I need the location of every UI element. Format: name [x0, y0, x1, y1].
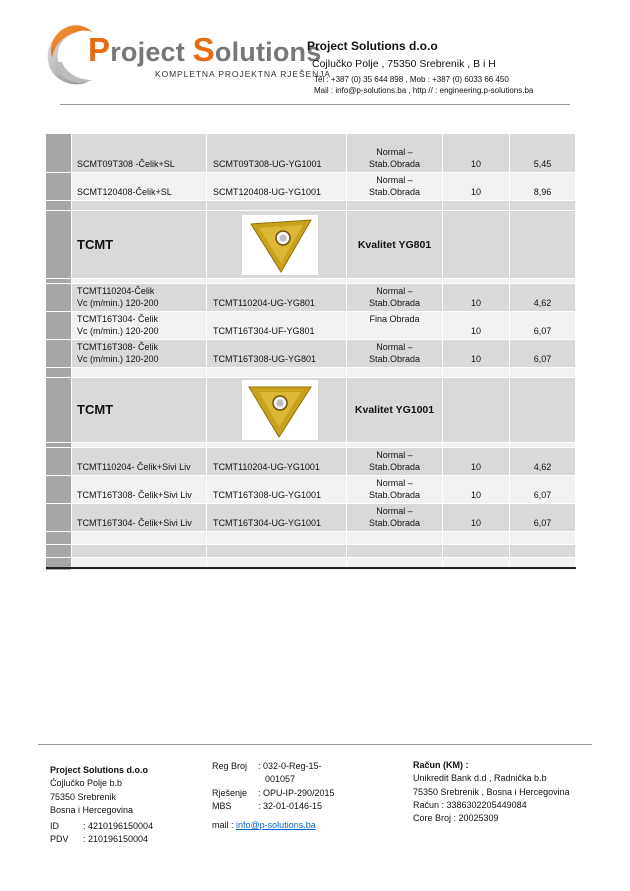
footer-company-block	[50, 764, 148, 817]
product-code-cell: TCMT110204-UG-YG801	[207, 284, 347, 311]
footer-street: Ćojlučko Polje b.b	[50, 778, 123, 789]
insert-image-cell	[207, 211, 347, 278]
row-index-cell	[46, 134, 72, 172]
mbs-label: MBS	[212, 800, 232, 811]
processing-type-cell: Normal – Stab.Obrada	[347, 134, 443, 172]
mbs-value: : 32-01-0146-15	[258, 800, 323, 811]
product-name-cell: TCMT16T304- Čelik+Sivi Liv	[72, 504, 207, 531]
section-header-row	[46, 378, 576, 443]
processing-type-cell: Fina Obrada	[347, 312, 443, 339]
insert-image	[242, 215, 318, 275]
product-name-cell: TCMT110204- Čelik+Sivi Liv	[72, 448, 207, 475]
processing-type-cell: Normal – Stab.Obrada	[347, 284, 443, 311]
price-cell: 4,62	[510, 448, 576, 475]
company-name: Project Solutions d.o.o	[307, 39, 438, 53]
product-name-cell: SCMT09T308 -Čelik+SL	[72, 134, 207, 172]
company-address: Ćojlučko Polje , 75350 Srebrenik , B i H	[312, 58, 496, 70]
product-code-cell: TCMT16T308-UG-YG801	[207, 340, 347, 367]
footer-id-block	[50, 820, 153, 847]
mail-label: mail :	[212, 820, 234, 830]
product-code-cell: SCMT120408-UG-YG1001	[207, 173, 347, 200]
table-row	[46, 368, 576, 378]
table-row	[46, 134, 576, 173]
quantity-cell: 10	[443, 173, 510, 200]
price-cell: 6,07	[510, 476, 576, 503]
footer-country: Bosna i Hercegovina	[50, 804, 134, 815]
section-header-row	[46, 211, 576, 279]
footer-registration-block	[212, 760, 335, 813]
mail-link[interactable]: info@p-solutions.ba	[236, 820, 316, 830]
quantity-cell: 10	[443, 504, 510, 531]
section-title: TCMT	[72, 211, 207, 278]
price-cell: 6,07	[510, 312, 576, 339]
price-cell: 5,45	[510, 134, 576, 172]
bank-core-number: Core Broj : 20025309	[413, 813, 499, 824]
price-table	[46, 134, 576, 571]
section-quality: Kvalitet YG801	[347, 211, 443, 278]
product-name-cell: TCMT16T308- Čelik Vc (m/min.) 120-200	[72, 340, 207, 367]
bank-account: Račun : 3386302205449084	[413, 799, 527, 810]
product-code-cell: TCMT16T304-UG-YG1001	[207, 504, 347, 531]
table-row	[46, 312, 576, 340]
id-value: : 4210196150004	[83, 821, 154, 831]
footer-divider	[38, 744, 592, 745]
pdv-value: : 210196150004	[83, 834, 149, 845]
quantity-cell: 10	[443, 448, 510, 475]
brand-wordmark: Project Solutions	[88, 31, 322, 68]
processing-type-cell: Normal – Stab.Obrada	[347, 504, 443, 531]
processing-type-cell: Normal – Stab.Obrada	[347, 340, 443, 367]
section-quality: Kvalitet YG1001	[347, 378, 443, 442]
reg-value: : 032-0-Reg-15-	[258, 761, 322, 771]
triangular-insert-icon	[245, 381, 315, 439]
price-cell: 6,07	[510, 504, 576, 531]
insert-image-cell	[207, 378, 347, 442]
brand-tagline: KOMPLETNA PROJEKTNA RJEŠENJA	[155, 69, 331, 79]
table-row	[46, 201, 576, 211]
table-row	[46, 340, 576, 368]
footer-city: 75350 Srebrenik	[50, 791, 117, 802]
table-row	[46, 173, 576, 201]
pdv-label: PDV	[50, 834, 69, 845]
table-row	[46, 448, 576, 476]
company-phone: Tel : +387 (0) 35 644 898 , Mob : +387 (0) 6033 66 450	[314, 75, 509, 84]
product-code-cell: TCMT16T304-UF-YG801	[207, 312, 347, 339]
product-name-cell: SCMT120408-Čelik+SL	[72, 173, 207, 200]
processing-type-cell: Normal – Stab.Obrada	[347, 476, 443, 503]
id-label: ID	[50, 821, 59, 831]
insert-image	[242, 380, 318, 440]
footer-bank-block	[413, 759, 570, 825]
quantity-cell: 10	[443, 284, 510, 311]
footer-company-name: Project Solutions d.o.o	[50, 765, 149, 775]
bank-address: 75350 Srebrenik , Bosna i Hercegovina	[413, 786, 570, 797]
processing-type-cell: Normal – Stab.Obrada	[347, 173, 443, 200]
price-cell: 8,96	[510, 173, 576, 200]
quantity-cell: 10	[443, 134, 510, 172]
product-name-cell: TCMT16T308- Čelik+Sivi Liv	[72, 476, 207, 503]
quantity-cell: 10	[443, 340, 510, 367]
reg-value-cont: 001057	[265, 774, 296, 785]
table-row	[46, 532, 576, 545]
product-code-cell: TCMT110204-UG-YG1001	[207, 448, 347, 475]
table-row	[46, 545, 576, 558]
price-cell: 4,62	[510, 284, 576, 311]
table-bottom-rule	[46, 567, 576, 569]
product-code-cell: SCMT09T308-UG-YG1001	[207, 134, 347, 172]
product-name-cell: TCMT16T304- Čelik Vc (m/min.) 120-200	[72, 312, 207, 339]
processing-type-cell: Normal – Stab.Obrada	[347, 448, 443, 475]
quantity-cell: 10	[443, 312, 510, 339]
quantity-cell: 10	[443, 476, 510, 503]
header-divider	[60, 104, 570, 105]
table-row	[46, 476, 576, 504]
rjesenje-label: Rješenje	[212, 787, 248, 798]
product-name-cell: TCMT110204-Čelik Vc (m/min.) 120-200	[72, 284, 207, 311]
table-row	[46, 504, 576, 532]
bank-title: Račun (KM) :	[413, 760, 469, 770]
section-title: TCMT	[72, 378, 207, 442]
rjesenje-value: : OPU-IP-290/2015	[258, 787, 335, 798]
triangular-insert-icon	[245, 216, 315, 274]
row-index-cell	[46, 173, 72, 200]
company-contact: Mail : info@p-solutions.ba , http // : engineering.p-solutions.ba	[314, 86, 534, 95]
product-code-cell: TCMT16T308-UG-YG1001	[207, 476, 347, 503]
footer-mail	[212, 819, 316, 832]
reg-label: Reg Broj	[212, 761, 248, 771]
bank-name: Unikredit Bank d.d , Radnička b.b	[413, 773, 547, 784]
table-row	[46, 284, 576, 312]
table-row	[46, 558, 576, 571]
price-cell: 6,07	[510, 340, 576, 367]
